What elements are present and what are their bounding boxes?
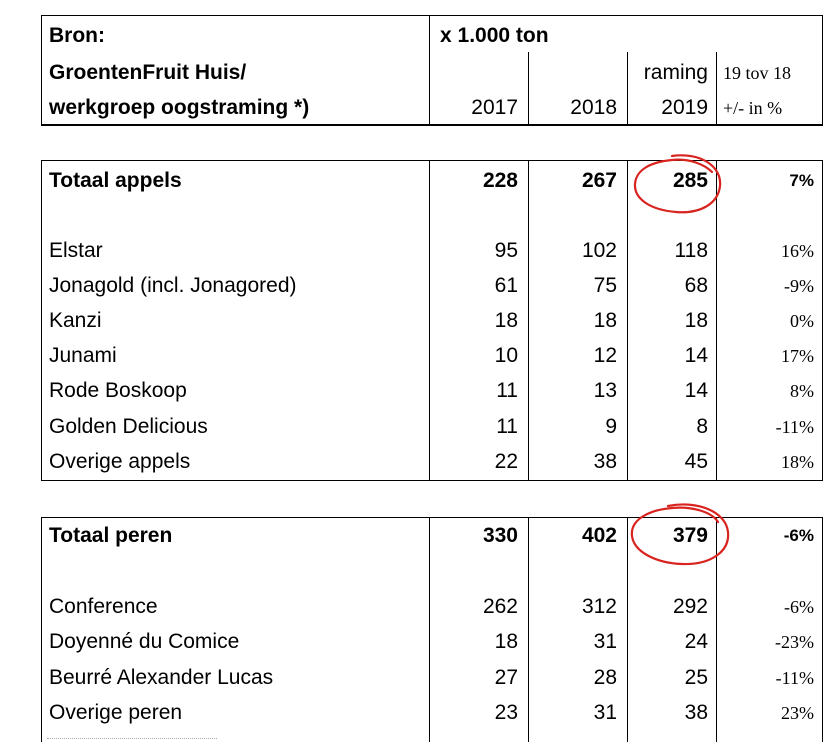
value-2019: 38: [684, 701, 708, 724]
value-2017: 61: [494, 274, 518, 297]
value-2017: 18: [494, 630, 518, 653]
row-label: Totaal peren: [49, 524, 173, 547]
value-2017: 228: [482, 169, 518, 192]
source-label: Bron:: [49, 24, 105, 47]
value-change: 8%: [790, 381, 814, 401]
value-2018: 31: [593, 701, 617, 724]
row-label: Overige peren: [49, 701, 183, 724]
value-change: 17%: [781, 346, 814, 366]
value-2017: 330: [482, 524, 518, 547]
value-2018: 102: [581, 239, 617, 262]
value-2017: 262: [482, 595, 518, 618]
value-2019: 8: [696, 415, 708, 438]
header-change-1: 19 tov 18: [723, 63, 792, 83]
header-2019: 2019: [661, 96, 708, 119]
value-2017: 23: [494, 701, 518, 724]
value-2017: 10: [494, 344, 518, 367]
value-2019: 14: [684, 344, 708, 367]
value-2018: 13: [593, 379, 617, 402]
value-2018: 38: [593, 450, 617, 473]
header-2017: 2017: [471, 96, 518, 119]
source-line-1: GroentenFruit Huis/: [49, 61, 247, 84]
source-line-2: werkgroep oogstraming *): [49, 96, 310, 119]
value-change: 16%: [781, 241, 814, 261]
value-2019: 68: [684, 274, 708, 297]
value-2017: 95: [494, 239, 518, 262]
value-change: -9%: [784, 276, 814, 296]
row-label: Golden Delicious: [49, 415, 208, 438]
value-2018: 402: [581, 524, 617, 547]
row-label: Jonagold (incl. Jonagored): [49, 274, 297, 297]
value-change: -6%: [784, 597, 814, 617]
row-label: Doyenné du Comice: [49, 630, 240, 653]
value-change: 0%: [790, 311, 814, 331]
value-2018: 312: [581, 595, 617, 618]
row-label: Elstar: [49, 239, 103, 262]
value-2018: 18: [593, 309, 617, 332]
value-change: -11%: [775, 417, 814, 437]
value-2019: 379: [672, 524, 708, 547]
value-2018: 9: [605, 415, 617, 438]
value-2018: 28: [593, 666, 617, 689]
value-change: 7%: [789, 171, 814, 190]
value-2017: 18: [494, 309, 518, 332]
value-change: -23%: [775, 632, 814, 652]
value-2017: 22: [494, 450, 518, 473]
value-2019: 45: [684, 450, 708, 473]
header-raming: raming: [643, 61, 708, 84]
row-label: Totaal appels: [49, 169, 182, 192]
value-2018: 267: [581, 169, 617, 192]
header-change-2: +/- in %: [723, 98, 783, 118]
value-2019: 24: [684, 630, 708, 653]
bottom-edge-marks: [47, 738, 217, 743]
value-2018: 75: [593, 274, 617, 297]
value-change: -11%: [775, 668, 814, 688]
value-2019: 14: [684, 379, 708, 402]
header-2018: 2018: [570, 96, 617, 119]
value-2019: 118: [674, 239, 708, 262]
value-change: 18%: [781, 452, 814, 472]
row-label: Overige appels: [49, 450, 191, 473]
value-2017: 11: [496, 379, 518, 402]
value-2018: 31: [593, 630, 617, 653]
value-2019: 18: [684, 309, 708, 332]
row-label: Rode Boskoop: [49, 379, 187, 402]
value-2019: 25: [684, 666, 708, 689]
unit-label: x 1.000 ton: [440, 24, 549, 47]
value-2017: 11: [496, 415, 518, 438]
row-label: Conference: [49, 595, 158, 618]
value-2019: 285: [672, 169, 708, 192]
value-2019: 292: [672, 595, 708, 618]
row-label: Beurré Alexander Lucas: [49, 666, 274, 689]
value-change: 23%: [781, 703, 814, 723]
value-2018: 12: [593, 344, 617, 367]
value-2017: 27: [494, 666, 518, 689]
row-label: Junami: [49, 344, 117, 367]
value-change: -6%: [783, 526, 814, 545]
row-label: Kanzi: [49, 309, 102, 332]
